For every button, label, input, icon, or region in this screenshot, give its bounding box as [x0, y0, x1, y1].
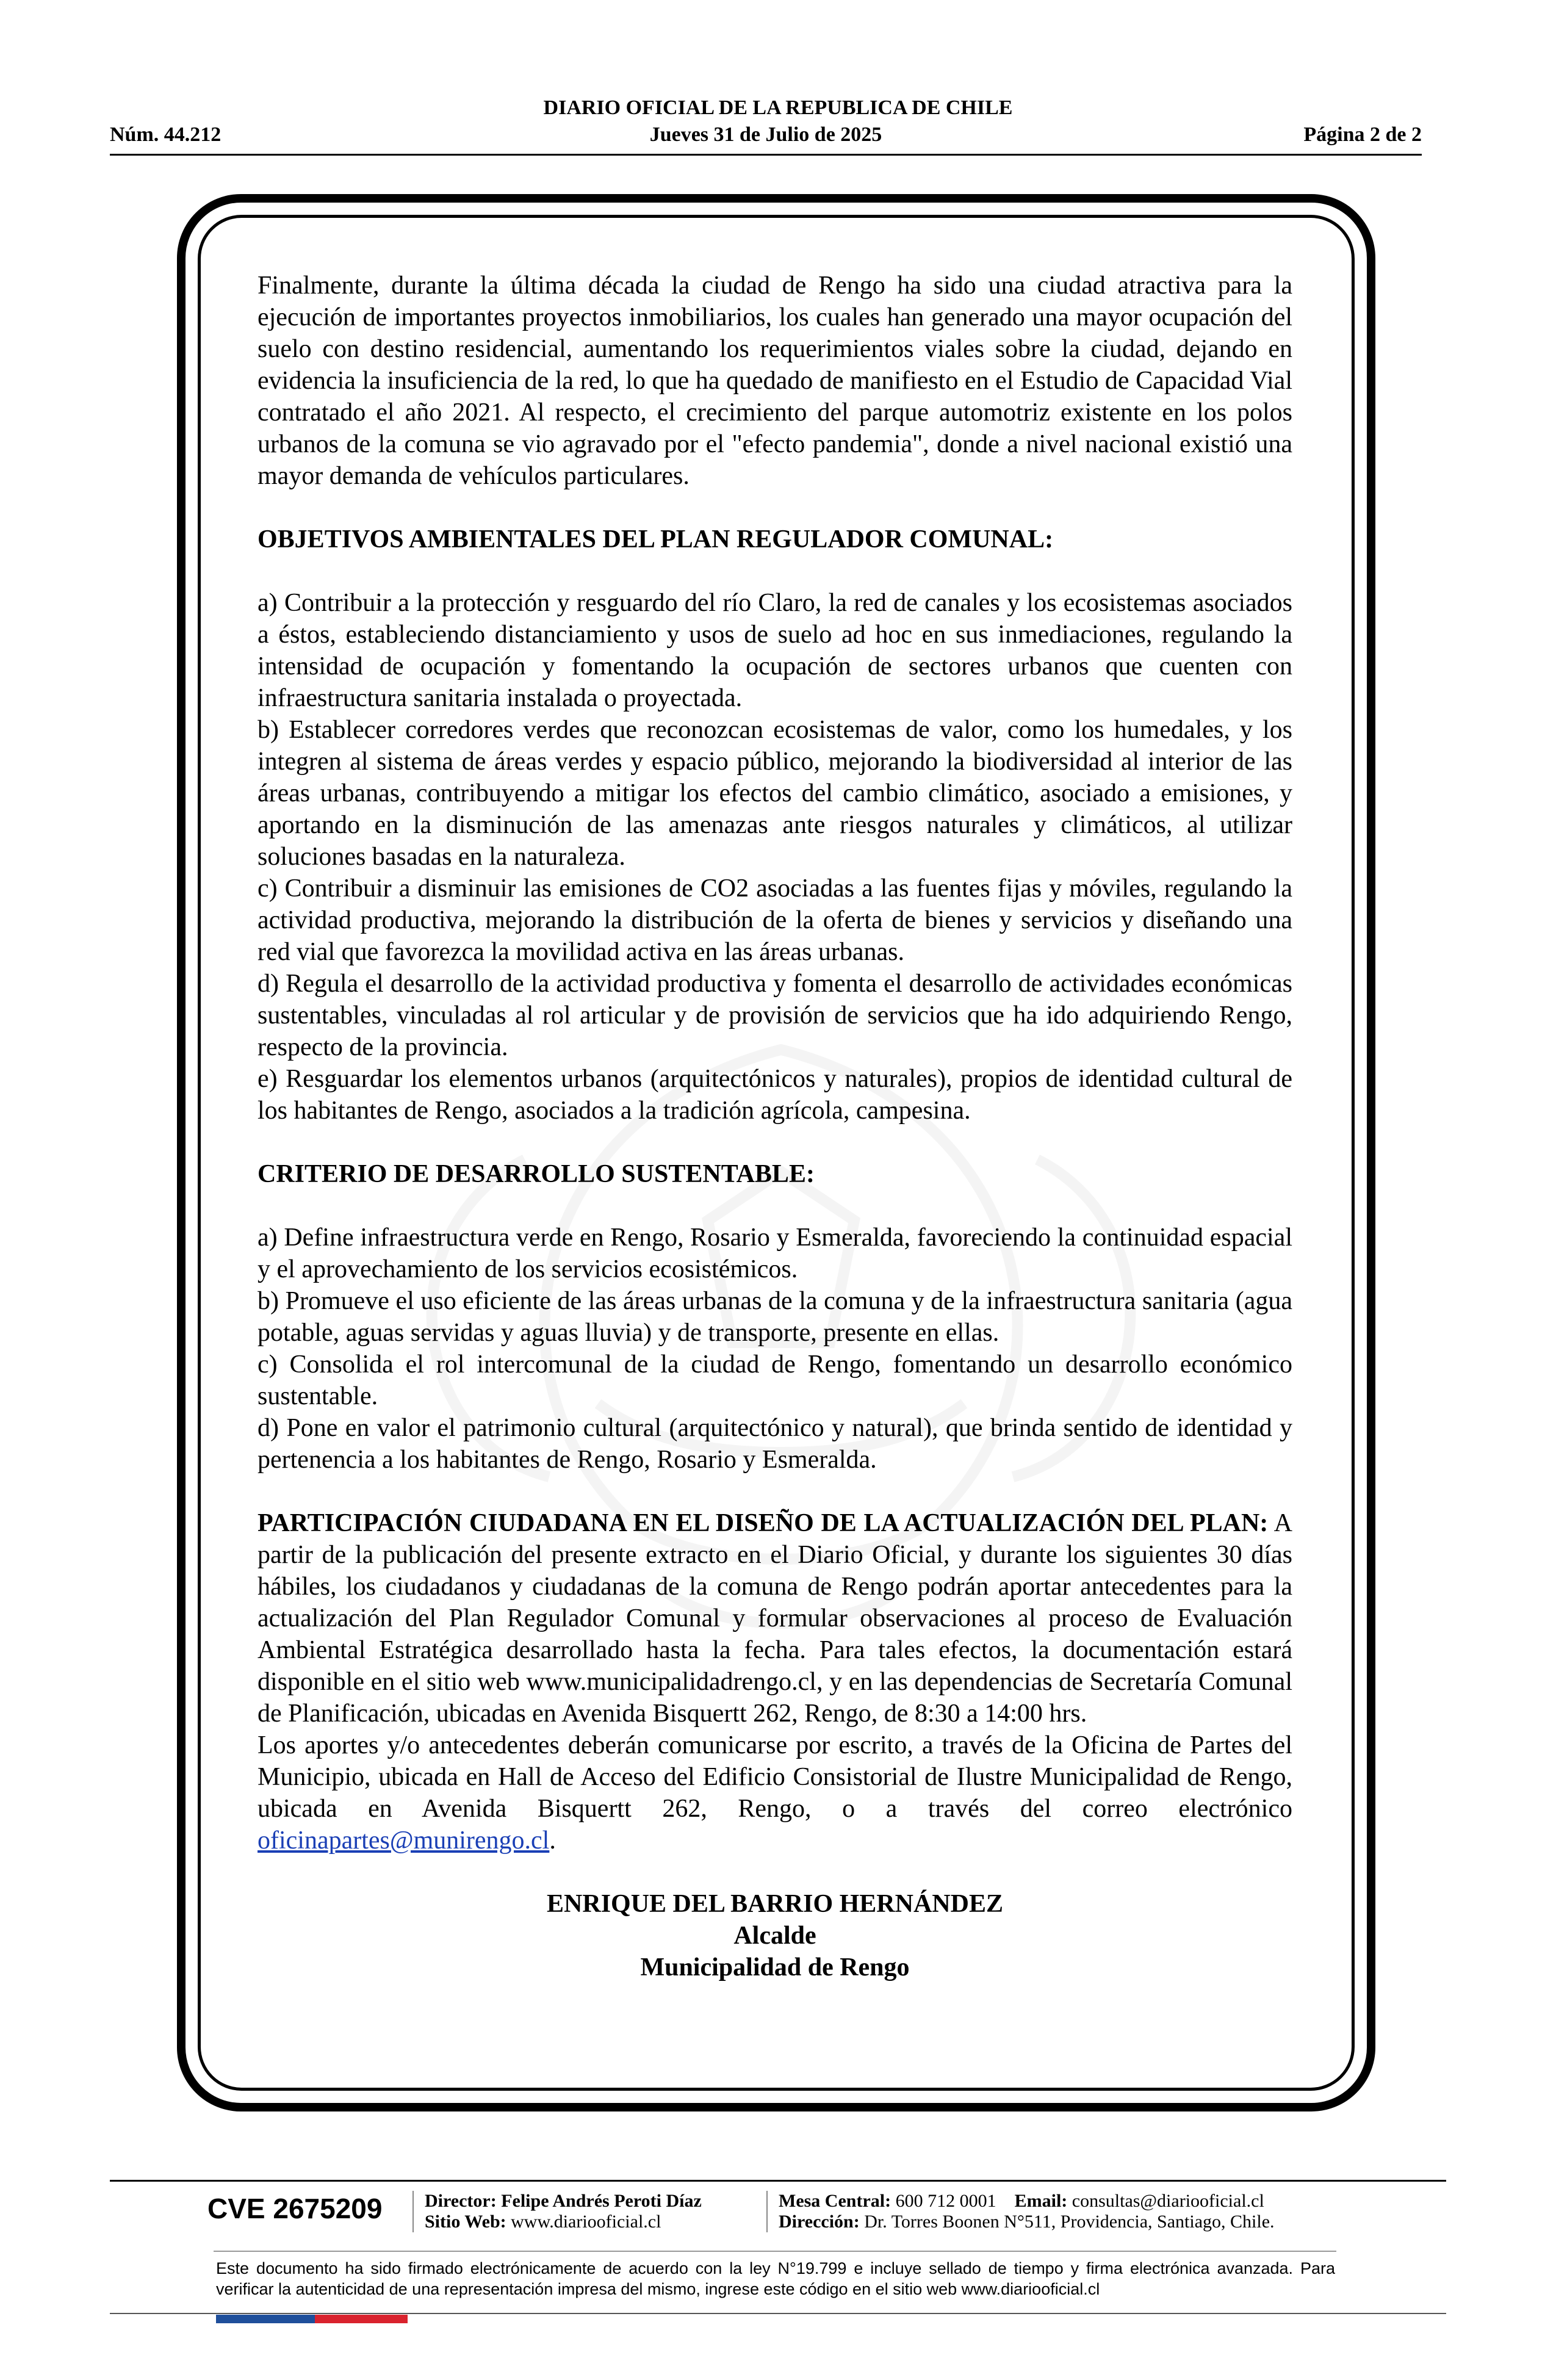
participation-heading: PARTICIPACIÓN CIUDADANA EN EL DISEÑO DE LA ACTUALIZACIÓN DEL PLAN: — [258, 1509, 1269, 1537]
flag-stripe-blue — [216, 2315, 315, 2323]
participation-paragraph — [258, 1507, 1292, 1729]
signature-name: ENRIQUE DEL BARRIO HERNÁNDEZ — [547, 1890, 1003, 1918]
contact-email[interactable]: consultas@diariooficial.cl — [1072, 2191, 1264, 2211]
newspaper-title: DIARIO OFICIAL DE LA REPUBLICA DE CHILE — [543, 96, 1013, 119]
criteria-heading: CRITERIO DE DESARROLLO SUSTENTABLE: — [258, 1160, 815, 1188]
objective-item: b) Establecer corredores verdes que reconozcan ecosistemas de valor, como los humedales, y los integren al sistema de áreas verdes y espacio público, mejorando la biodiversidad al interior de las áreas urbanas, contribuyendo a mitigar los efectos del cambio climático, asociado a emisiones, y aportando en la disminución de las amenazas ante riesgos naturales y climáticos, al utilizar soluciones basadas en la naturaleza. — [258, 716, 1292, 871]
issue-date: Jueves 31 de Julio de 2025 — [649, 123, 882, 146]
intro-paragraph: Finalmente, durante la última década la ciudad de Rengo ha sido una ciudad atractiva para la ejecución de importantes proyectos inmobiliarios, los cuales han generado una mayor ocupación del suelo con destino residencial, aumentando los requerimientos viales sobre la ciudad, dejando en evidencia la insuficiencia de la red, lo que ha quedado de manifiesto en el Estudio de Capacidad Vial contratado el año 2021. Al respecto, el crecimiento del parque automotriz existente en los polos urbanos de la comuna se vio agravado por el "efecto pandemia", donde a nivel nacional existió una mayor demanda de vehículos particulares. — [258, 272, 1292, 490]
flag-stripe-red — [315, 2315, 408, 2323]
header-rule — [110, 154, 1422, 156]
director-name: Felipe Andrés Peroti Díaz — [501, 2191, 702, 2211]
participation-text: A partir de la publicación del presente extracto en el Diario Oficial, y durante los siguientes 30 días hábiles, los ciudadanos y ciudadanas de la comuna de Rengo podrán aportar antecedentes para la actualización del Plan Regulador Comunal y formular observaciones al proceso de Evaluación Ambiental Estratégica desarrollado hasta la fecha. Para tales efectos, la documentación estará disponible en el sitio web www.municipalidadrengo.cl, y en las dependencias de Secretaría Comunal de Planificación, ubicadas en Avenida Bisquertt 262, Rengo, de 8:30 a 14:00 hrs. — [258, 1509, 1292, 1728]
objectives-heading: OBJETIVOS AMBIENTALES DEL PLAN REGULADOR COMUNAL: — [258, 525, 1054, 554]
footer-rule-top — [110, 2180, 1446, 2182]
objective-item: e) Resguardar los elementos urbanos (arquitectónicos y naturales), propios de identidad cultural de los habitantes de Rengo, asociados a la tradición agrícola, campesina. — [258, 1065, 1292, 1125]
criteria-item: b) Promueve el uso eficiente de las áreas urbanas de la comuna y de la infraestructura sanitaria (agua potable, aguas servidas y aguas lluvia) y de transporte, presente en ellas. — [258, 1287, 1292, 1347]
footer-separator — [766, 2191, 768, 2232]
criteria-item: d) Pone en valor el patrimonio cultural (arquitectónico y natural), que brinda sentido de identidad y pertenencia a los habitantes de Rengo, Rosario y Esmeralda. — [258, 1414, 1292, 1474]
submission-text: Los aportes y/o antecedentes deberán comunicarse por escrito, a través de la Oficina de Partes del Municipio, ubicada en Hall de Acceso del Edificio Consistorial de Ilustre Municipalidad de Rengo, ubicada en Avenida Bisquertt 262, Rengo, o a través del correo electrónico — [258, 1731, 1292, 1823]
issue-number: Núm. 44.212 — [110, 123, 222, 146]
legal-notice: Este documento ha sido firmado electrónicamente de acuerdo con la ley N°19.799 e incluye sellado de tiempo y firma electrónica avanzada. Para verificar la autenticidad de una representación impresa del mismo, ingrese este código en el sitio web www.diariooficial.cl — [216, 2259, 1335, 2298]
header-row — [110, 123, 1422, 150]
criteria-item: c) Consolida el rol intercomunal de la ciudad de Rengo, fomentando un desarrollo económico sustentable. — [258, 1350, 1292, 1410]
footer-rule-middle — [214, 2251, 1336, 2252]
footer-rule-bottom — [110, 2313, 1446, 2314]
document-body — [258, 270, 1292, 1983]
email-link[interactable]: oficinapartes@munirengo.cl — [258, 1826, 550, 1855]
signature-entity: Municipalidad de Rengo — [640, 1953, 910, 1982]
cve-code: CVE 2675209 — [207, 2193, 383, 2224]
footer-separator — [412, 2191, 414, 2232]
criteria-item: a) Define infraestructura verde en Rengo, Rosario y Esmeralda, favoreciendo la continuidad espacial y el aprovechamiento de los servicios ecosistémicos. — [258, 1224, 1292, 1283]
page-indicator: Página 2 de 2 — [1303, 123, 1422, 146]
objective-item: c) Contribuir a disminuir las emisiones de CO2 asociadas a las fuentes fijas y móviles, regulando la actividad productiva, mejorando la distribución de la oferta de bienes y servicios y diseñando una red vial que favorezca la movilidad activa en las áreas urbanas. — [258, 874, 1292, 966]
signature-role: Alcalde — [733, 1922, 816, 1950]
site-link[interactable]: www.diariooficial.cl — [511, 2212, 661, 2232]
footer-contact-block: Mesa Central: 600 712 0001 Email: consultas@diariooficial.cl Dirección: Dr. Torres Boonen N°511, Providencia, Santiago, Chile. — [779, 2191, 1275, 2232]
address: Dr. Torres Boonen N°511, Providencia, Santiago, Chile. — [864, 2212, 1275, 2232]
objective-item: d) Regula el desarrollo de la actividad productiva y fomenta el desarrollo de actividades económicas sustentables, vinculadas al rol articular y de provisión de servicios que ha ido adquiriendo Rengo, respecto de la provincia. — [258, 970, 1292, 1061]
phone-number: 600 712 0001 — [895, 2191, 996, 2211]
objective-item: a) Contribuir a la protección y resguardo del río Claro, la red de canales y los ecosistemas asociados a éstos, estableciendo distanciamiento y usos de suelo ad hoc en sus inmediaciones, regulando la intensidad de ocupación y fomentando la ocupación de sectores urbanos que cuenten con infraestructura sanitaria instalada o proyectada. — [258, 589, 1292, 712]
submission-paragraph: Los aportes y/o antecedentes deberán comunicarse por escrito, a través de la Oficina de Partes del Municipio, ubicada en Hall de Acceso del Edificio Consistorial de Ilustre Municipalidad de Rengo, ubicada en Avenida Bisquertt 262, Rengo, o a través del correo electrónico oficinapartes@munirengo.cl. — [258, 1731, 1292, 1855]
footer-director-block: Director: Felipe Andrés Peroti Díaz Sitio Web: www.diariooficial.cl — [425, 2191, 702, 2232]
